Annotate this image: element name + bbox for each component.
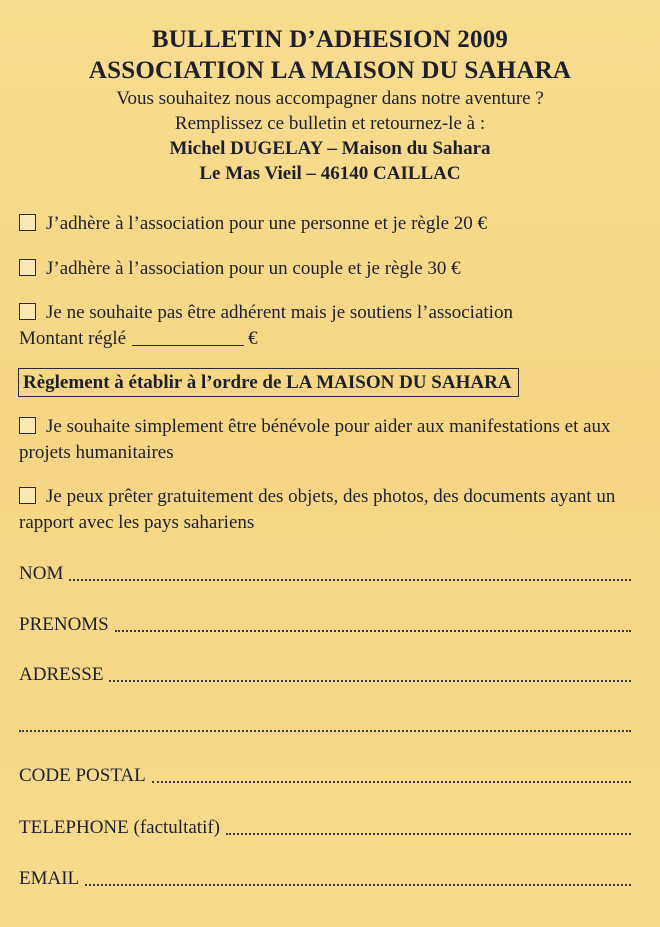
- adresse-line-2[interactable]: [19, 712, 631, 738]
- adresse-continuation-line[interactable]: [19, 730, 631, 732]
- prenoms-label: PRENOMS: [19, 614, 109, 635]
- currency-symbol: €: [248, 328, 258, 349]
- option-volunteer: [19, 414, 639, 466]
- nom-field[interactable]: [19, 561, 631, 587]
- checkbox-supporter[interactable]: [19, 303, 36, 320]
- checkbox-individual[interactable]: [19, 214, 36, 231]
- option-individual-text: J’adhère à l’association pour une personne et je règle 20 €: [46, 213, 488, 234]
- option-lend-items-text: Je peux prêter gratuitement des objets, des photos, des documents ayant un rapport avec les pays sahariens: [19, 486, 616, 533]
- checkbox-couple[interactable]: [19, 259, 36, 276]
- telephone-label: TELEPHONE (factultatif): [19, 817, 221, 838]
- nom-line[interactable]: [69, 579, 631, 581]
- checkbox-volunteer[interactable]: [19, 417, 36, 434]
- form-title: BULLETIN D’ADHESION 2009: [151, 26, 509, 53]
- option-volunteer-text: Je souhaite simplement être bénévole pour aider aux manifestations et aux projets humanitaires: [19, 416, 611, 463]
- nom-label: NOM: [19, 563, 64, 584]
- email-field[interactable]: [19, 866, 631, 892]
- adresse-line[interactable]: [109, 680, 631, 682]
- adresse-label: ADRESSE: [19, 664, 104, 685]
- email-line[interactable]: [85, 884, 631, 886]
- prenoms-field[interactable]: [19, 612, 631, 638]
- adresse-field[interactable]: [19, 662, 631, 688]
- telephone-line[interactable]: [226, 833, 631, 835]
- amount-input[interactable]: [132, 329, 244, 346]
- intro-line-2: Remplissez ce bulletin et retournez-le à :: [174, 113, 486, 134]
- code-postal-field[interactable]: [19, 763, 631, 789]
- option-supporter-text: Je ne souhaite pas être adhérent mais je soutiens l’association: [46, 302, 513, 323]
- code-postal-line[interactable]: [152, 781, 631, 783]
- option-couple-text: J’adhère à l’association pour un couple et je règle 30 €: [46, 258, 461, 279]
- payment-notice: Règlement à établir à l’ordre de LA MAISON DU SAHARA: [18, 368, 519, 397]
- option-couple: [19, 256, 639, 282]
- intro-line-1: Vous souhaitez nous accompagner dans notre aventure ?: [116, 88, 544, 109]
- code-postal-label: CODE POSTAL: [19, 765, 146, 786]
- contact-name: Michel DUGELAY – Maison du Sahara: [169, 138, 491, 159]
- prenoms-line[interactable]: [115, 630, 631, 632]
- checkbox-lend-items[interactable]: [19, 487, 36, 504]
- association-name: ASSOCIATION LA MAISON DU SAHARA: [88, 57, 572, 84]
- option-lend-items: [19, 484, 639, 536]
- option-individual: [19, 211, 639, 237]
- email-label: EMAIL: [19, 868, 80, 889]
- telephone-field[interactable]: [19, 815, 631, 841]
- option-supporter: [19, 300, 639, 352]
- amount-label: Montant réglé: [19, 328, 127, 349]
- form-header: [0, 24, 660, 186]
- contact-address: Le Mas Vieil – 46140 CAILLAC: [199, 163, 461, 184]
